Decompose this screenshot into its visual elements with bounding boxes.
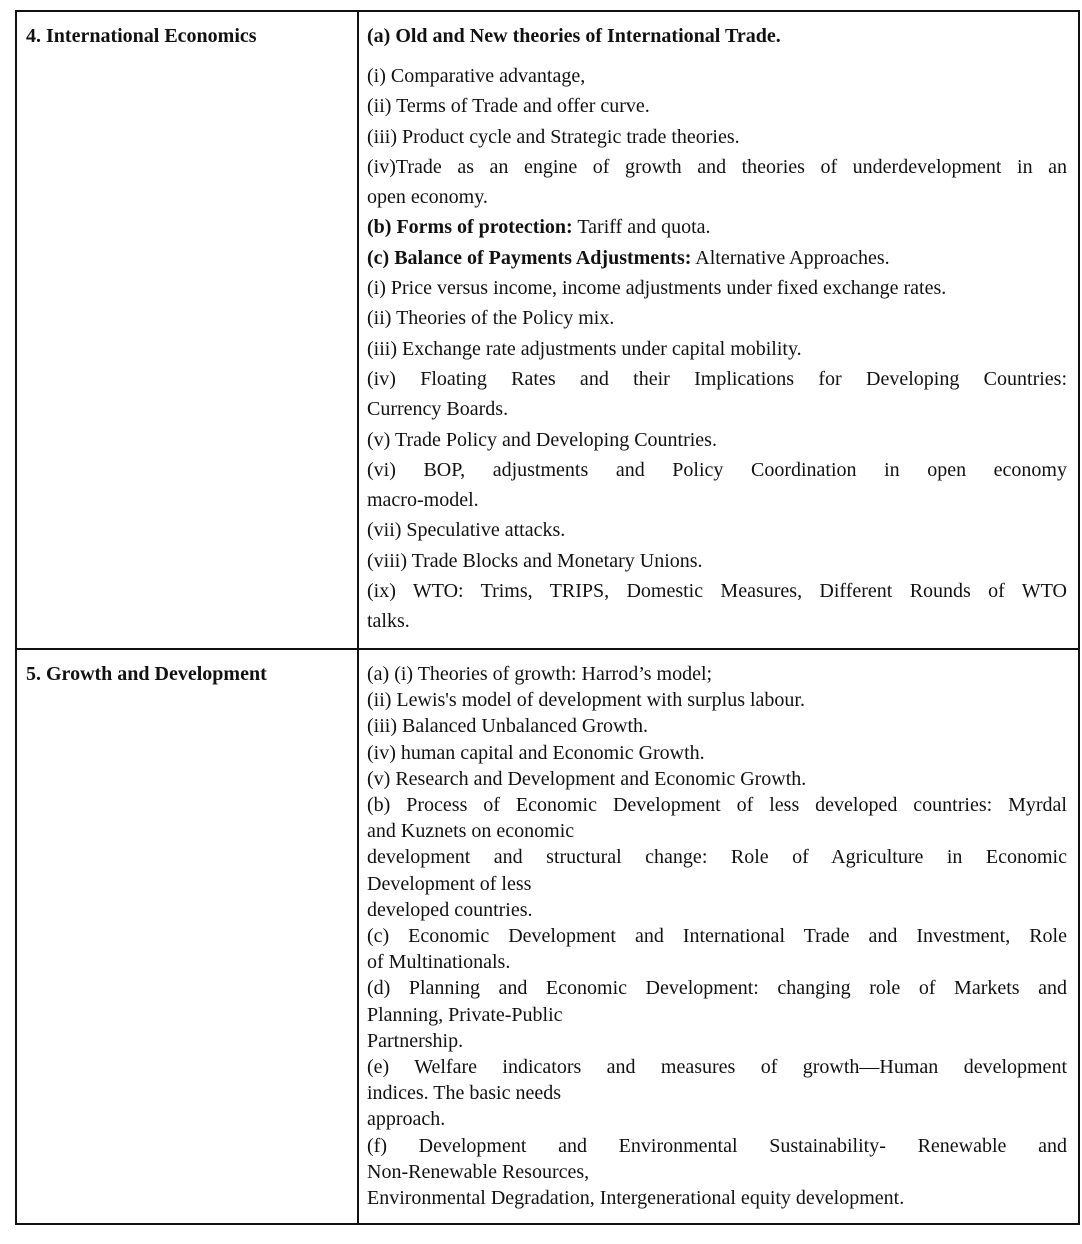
list-item: Currency Boards. [367,398,509,421]
section-heading: (a) Old and New theories of International Trade. [367,25,781,47]
list-item: (v) Research and Development and Economic Growth. [367,767,807,790]
list-item: development and structural change: Role of Agriculture in Economic [367,846,1067,869]
list-item: (b) Process of Economic Development of less developed countries: Myrdal [367,794,1067,817]
list-item: talks. [367,610,410,633]
list-item: (i) Comparative advantage, [367,65,586,87]
list-item: (iii) Balanced Unbalanced Growth. [367,715,649,738]
list-item: (iii) Product cycle and Strategic trade theories. [367,125,740,148]
item-text: Tariff and quota. [572,216,711,239]
list-item: (iv) Floating Rates and their Implications for Developing Countries: [367,367,1067,390]
list-item: of Multinationals. [367,951,511,974]
list-item: (vi) BOP, adjustments and Policy Coordination in open economy [367,458,1067,481]
list-item: (ix) WTO: Trims, TRIPS, Domestic Measures, Different Rounds of WTO [367,580,1067,603]
list-item: (ii) Lewis's model of development with surplus labour. [367,689,805,712]
list-item: (a) (i) Theories of growth: Harrod’s model; [367,663,713,685]
topic-title: 4. International Economics [26,25,257,47]
list-item: Environmental Degradation, Intergenerational equity development. [367,1187,905,1210]
content-body [359,650,1078,1220]
list-item: open economy. [367,186,488,209]
table-row [16,11,1079,649]
list-item [367,243,1067,273]
list-item: (viii) Trade Blocks and Monetary Unions. [367,549,703,572]
list-item: (e) Welfare indicators and measures of growth—Human development [367,1056,1067,1079]
list-item: (i) Price versus income, income adjustments under fixed exchange rates. [367,277,947,300]
list-item: (ii) Terms of Trade and offer curve. [367,95,650,118]
content-body [359,12,1078,643]
list-item: Partnership. [367,1029,464,1052]
list-item: (vii) Speculative attacks. [367,519,566,542]
topic-title: 5. Growth and Development [26,663,267,685]
list-item: approach. [367,1108,446,1131]
list-item: (f) Development and Environmental Sustainability- Renewable and [367,1134,1067,1157]
content-cell [358,649,1079,1224]
list-item: (iii) Exchange rate adjustments under capital mobility. [367,337,802,360]
list-item: macro-model. [367,489,479,512]
list-item: (ii) Theories of the Policy mix. [367,307,615,330]
list-item: (iv) human capital and Economic Growth. [367,741,705,764]
topic-cell [16,649,358,1224]
list-item: Planning, Private-Public [367,1003,563,1026]
list-item: indices. The basic needs [367,1082,562,1105]
table-row [16,649,1079,1224]
item-text: Alternative Approaches. [691,246,890,269]
list-item [367,212,1067,242]
syllabus-table [15,10,1080,1225]
list-item: Non-Renewable Resources, [367,1160,590,1183]
list-item: (d) Planning and Economic Development: changing role of Markets and [367,977,1067,1000]
content-cell [358,11,1079,649]
item-label: (b) Forms of protection: [367,216,573,239]
list-item: (v) Trade Policy and Developing Countries. [367,428,717,451]
topic-cell [16,11,358,649]
list-item: developed countries. [367,898,533,921]
item-label: (c) Balance of Payments Adjustments: [367,246,692,269]
list-item: Development of less [367,872,532,895]
list-item: and Kuznets on economic [367,820,575,843]
list-item: (c) Economic Development and International Trade and Investment, Role [367,925,1067,948]
list-item: (iv)Trade as an engine of growth and theories of underdevelopment in an [367,155,1067,178]
